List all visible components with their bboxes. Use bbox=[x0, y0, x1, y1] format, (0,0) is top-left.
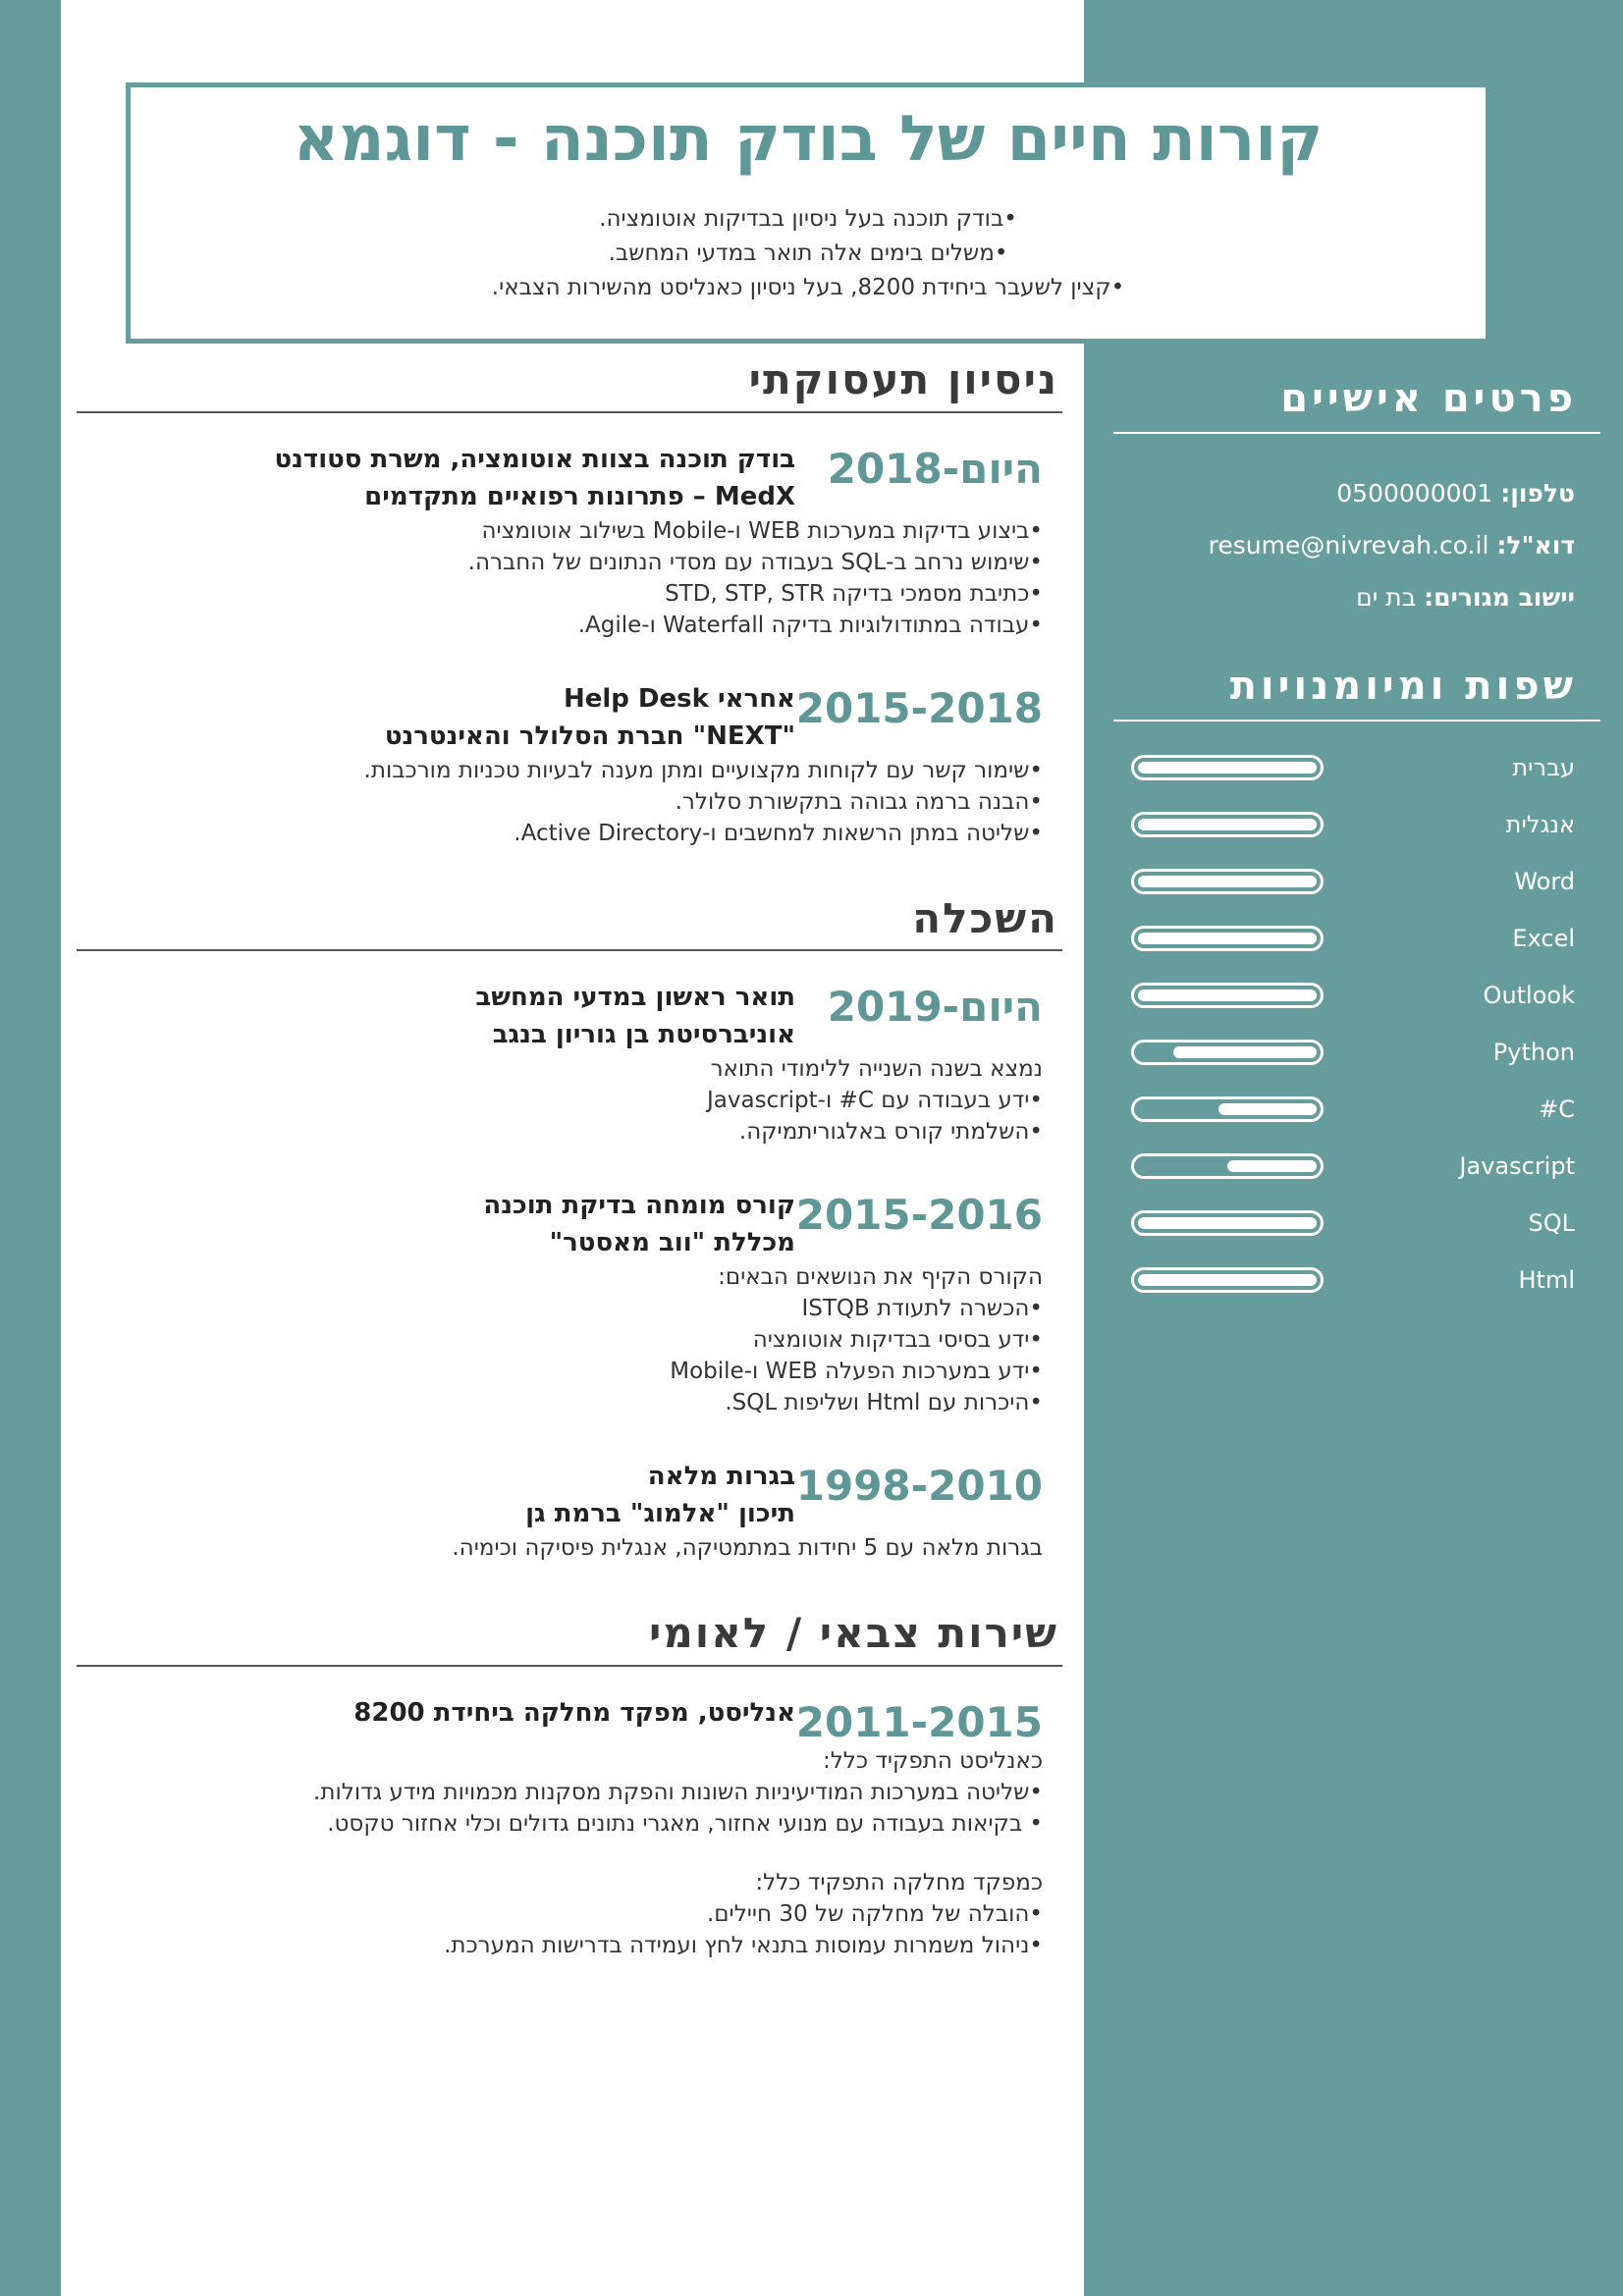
entry-title: קורס מומחה בדיקת תוכנה bbox=[483, 1191, 795, 1221]
entry-years: 2019-היום bbox=[827, 983, 1043, 1032]
skill-label: Outlook bbox=[1483, 982, 1575, 1009]
header-box bbox=[126, 82, 1490, 344]
bullet: נמצא בשנה השנייה ללימודי התואר bbox=[710, 1056, 1043, 1083]
bullet: •שליטה במערכות המודיעיניות השונות והפקת מסקנות מכמויות מידע גדולות. bbox=[313, 1779, 1043, 1805]
bullet: •ידע בסיסי בבדיקות אוטומציה bbox=[752, 1327, 1043, 1354]
skill-bar bbox=[1131, 1153, 1324, 1179]
skill-row bbox=[1113, 853, 1600, 910]
skill-row bbox=[1113, 1081, 1600, 1138]
skill-bar-fill bbox=[1138, 933, 1317, 944]
skill-bar-fill bbox=[1138, 1274, 1317, 1286]
bullet: • בקיאות בעבודה עם מנועי אחזור, מאגרי נתונים גדולים וכלי אחזור טקסט. bbox=[327, 1810, 1043, 1837]
bullet: הקורס הקיף את הנושאים הבאים: bbox=[718, 1264, 1043, 1291]
bullet: כאנליסט התפקיד כלל: bbox=[822, 1747, 1043, 1774]
phone-row bbox=[1113, 467, 1575, 519]
bullet: בגרות מלאה עם 5 יחידות במתמטיקה, אנגלית פיסיקה וכימיה. bbox=[452, 1535, 1043, 1562]
skill-bar bbox=[1131, 1040, 1324, 1065]
experience-section bbox=[77, 353, 1062, 849]
city-row bbox=[1113, 571, 1575, 623]
skill-bar bbox=[1131, 1210, 1324, 1236]
left-accent-strip bbox=[0, 0, 61, 2296]
bullet: כמפקד מחלקה התפקיד כלל: bbox=[755, 1869, 1043, 1896]
skill-bar-fill bbox=[1138, 989, 1317, 1001]
section-divider bbox=[77, 949, 1062, 951]
entry-org: MedX – פתרונות רפואיים מתקדמים bbox=[364, 481, 795, 511]
bullet: •הובלה של מחלקה של 30 חיילים. bbox=[706, 1900, 1043, 1927]
bullet: •ידע בעבודה עם C# ו-Javascript bbox=[706, 1088, 1043, 1114]
personal-title: פרטים אישיים bbox=[1280, 376, 1577, 421]
bullet: •הבנה ברמה גבוהה בתקשורת סלולר. bbox=[675, 788, 1043, 815]
bullet: •השלמתי קורס באלגוריתמיקה. bbox=[738, 1119, 1043, 1146]
entry-years: 1998-2010 bbox=[795, 1462, 1043, 1511]
section-title: השכלה bbox=[912, 893, 1058, 942]
entry-title: בודק תוכנה בצוות אוטומציה, משרת סטודנט bbox=[274, 444, 795, 474]
entry-years: 2011-2015 bbox=[795, 1697, 1043, 1746]
section-divider bbox=[1113, 720, 1600, 721]
skill-bar bbox=[1131, 869, 1324, 894]
skill-label: Excel bbox=[1512, 925, 1575, 952]
education-entry bbox=[77, 1458, 1062, 1564]
bullet: •היכרות עם Html ושליפות SQL. bbox=[725, 1390, 1043, 1416]
military-section bbox=[77, 1607, 1062, 1961]
main-column bbox=[77, 353, 1062, 1961]
page-title: קורות חיים של בודק תוכנה - דוגמא bbox=[293, 103, 1324, 176]
skill-label: Html bbox=[1518, 1266, 1575, 1294]
skill-bar-fill bbox=[1138, 1217, 1317, 1229]
section-title: שירות צבאי / לאומי bbox=[649, 1609, 1058, 1658]
skill-row bbox=[1113, 967, 1600, 1024]
skill-label: Javascript bbox=[1459, 1152, 1575, 1180]
education-entry bbox=[77, 1187, 1062, 1418]
entry-years: 2015-2016 bbox=[795, 1191, 1043, 1240]
phone-value: 0500000001 bbox=[1336, 479, 1493, 507]
skill-row bbox=[1113, 796, 1600, 853]
bullet: •ידע במערכות הפעלה WEB ו-Mobile bbox=[670, 1359, 1043, 1385]
skill-row bbox=[1113, 1195, 1600, 1252]
section-divider bbox=[1113, 432, 1600, 434]
section-title: ניסיון תעסוקתי bbox=[748, 355, 1058, 403]
entry-years: 2018-היום bbox=[827, 444, 1043, 493]
entry-years: 2015-2018 bbox=[795, 683, 1043, 732]
phone-label: טלפון: bbox=[1500, 479, 1575, 507]
skill-bar bbox=[1131, 755, 1324, 780]
city-label: יישוב מגורים: bbox=[1424, 583, 1575, 612]
skill-bar-fill bbox=[1218, 1103, 1317, 1115]
skill-row bbox=[1113, 739, 1600, 796]
skill-label: SQL bbox=[1528, 1209, 1575, 1237]
email-row bbox=[1113, 519, 1575, 571]
skill-row bbox=[1113, 910, 1600, 967]
email-value: resume@nivrevah.co.il bbox=[1208, 531, 1489, 560]
entry-org: אוניברסיטת בן גוריון בנגב bbox=[492, 1020, 795, 1050]
email-label: דוא"ל: bbox=[1496, 531, 1575, 560]
skill-bar bbox=[1131, 812, 1324, 837]
entry-org: תיכון "אלמוג" ברמת גן bbox=[525, 1499, 795, 1529]
skill-bar-fill bbox=[1138, 876, 1317, 887]
entry-org: "NEXT" חברת הסלולר והאינטרנט bbox=[384, 721, 795, 751]
entry-org: מכללת "ווב מאסטר" bbox=[549, 1228, 795, 1258]
skill-row bbox=[1113, 1252, 1600, 1308]
section-divider bbox=[77, 1665, 1062, 1667]
bullet: •ניהול משמרות עמוסות בתנאי לחץ ועמידה בדרישות המערכת. bbox=[444, 1932, 1043, 1958]
skill-label: C# bbox=[1539, 1095, 1575, 1123]
bullet: •ביצוע בדיקות במערכות WEB ו-Mobile בשילוב אוטומציה bbox=[481, 517, 1043, 544]
experience-entry bbox=[77, 441, 1062, 641]
sidebar bbox=[1113, 373, 1600, 1308]
experience-entry bbox=[77, 680, 1062, 849]
skill-bar bbox=[1131, 983, 1324, 1008]
bullet: •שליטה במתן הרשאות למחשבים ו-Active Directory. bbox=[514, 820, 1043, 846]
skill-bar bbox=[1131, 1096, 1324, 1122]
bullet: •הכשרה לתעודת ISTQB bbox=[801, 1296, 1043, 1322]
skill-row bbox=[1113, 1138, 1600, 1195]
skills-title: שפות ומיומנויות bbox=[1229, 664, 1577, 709]
skill-bar bbox=[1131, 1267, 1324, 1293]
bullet: •שימור קשר עם לקוחות מקצועיים ומתן מענה לבעיות טכניות מורכבות. bbox=[363, 757, 1043, 783]
skill-label: Python bbox=[1492, 1039, 1575, 1066]
skills-list bbox=[1113, 739, 1600, 1308]
summary bbox=[131, 202, 1486, 305]
bullet: •שימוש נרחב ב-SQL בעבודה עם מסדי הנתונים של החברה. bbox=[467, 549, 1043, 575]
entry-title: בגרות מלאה bbox=[647, 1462, 795, 1492]
bullet: •כתיבת מסמכי בדיקה STD, STP, STR bbox=[665, 580, 1043, 607]
skill-label: Word bbox=[1514, 868, 1575, 895]
bullet: •עבודה במתודולוגיות בדיקה Waterfall ו-Agile. bbox=[577, 612, 1043, 638]
entry-title: אחראי Help Desk bbox=[563, 683, 795, 714]
entry-title: אנליסט, מפקד מחלקה ביחידת 8200 bbox=[353, 1697, 795, 1728]
skill-bar bbox=[1131, 926, 1324, 951]
entry-title: תואר ראשון במדעי המחשב bbox=[475, 983, 795, 1013]
education-section bbox=[77, 892, 1062, 1565]
military-entry bbox=[77, 1694, 1062, 1961]
skill-label: אנגלית bbox=[1505, 811, 1575, 838]
section-divider bbox=[77, 411, 1062, 413]
skill-bar-fill bbox=[1173, 1046, 1317, 1058]
summary-line: •משלים בימים אלה תואר במדעי המחשב. bbox=[608, 240, 1008, 267]
skill-bar-fill bbox=[1138, 819, 1317, 830]
skill-label: עברית bbox=[1512, 754, 1575, 781]
summary-line: •בודק תוכנה בעל ניסיון בבדיקות אוטומציה. bbox=[599, 206, 1017, 233]
city-value: בת ים bbox=[1356, 583, 1417, 612]
skill-bar-fill bbox=[1138, 762, 1317, 774]
summary-line: •קצין לשעבר ביחידת 8200, בעל ניסיון כאנליסט מהשירות הצבאי. bbox=[491, 275, 1125, 301]
education-entry bbox=[77, 979, 1062, 1148]
personal-details bbox=[1113, 467, 1600, 623]
skill-bar-fill bbox=[1227, 1160, 1317, 1172]
skill-row bbox=[1113, 1024, 1600, 1081]
